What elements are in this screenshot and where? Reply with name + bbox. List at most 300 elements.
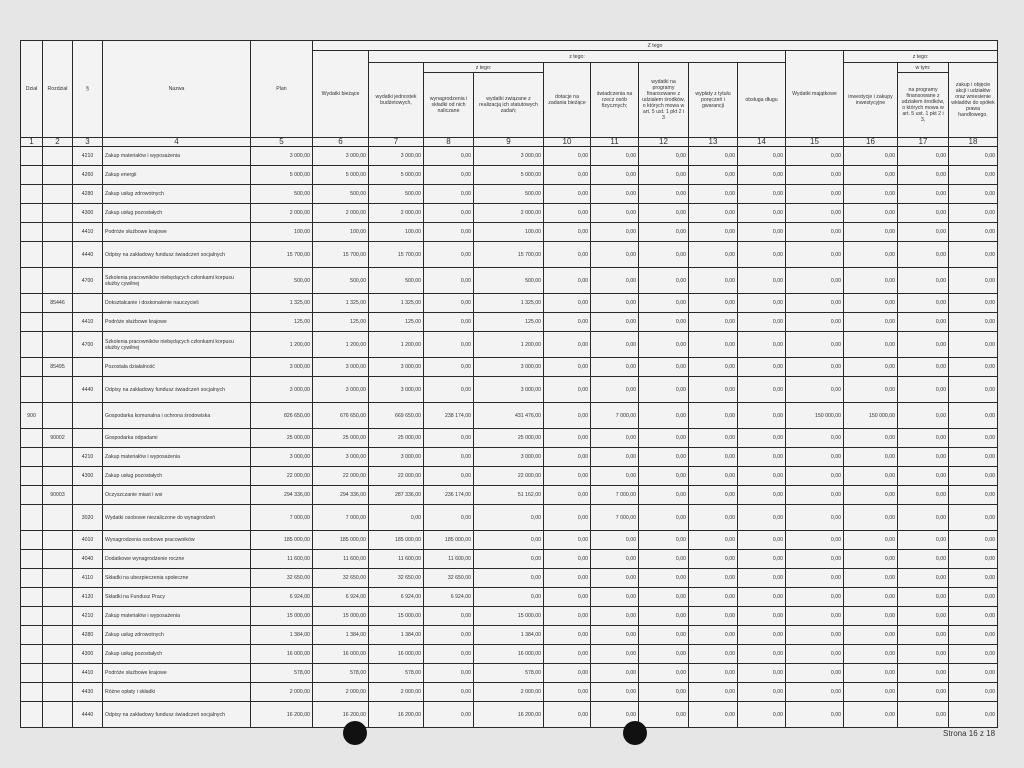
cell-akcje: 0,00 [949,204,998,223]
cell-wynagrodzenia: 0,00 [424,505,474,531]
cell-wydatki-jednostek: 15 000,00 [369,607,424,626]
cell-plan: 32 650,00 [251,569,313,588]
cell-rozdzial [43,645,73,664]
cell-wydatki-majatkowe: 0,00 [786,588,844,607]
cell-wynagrodzenia: 0,00 [424,664,474,683]
cell-akcje: 0,00 [949,313,998,332]
cell-poreczenia: 0,00 [689,588,738,607]
cell-obsluga-dlugu: 0,00 [738,607,786,626]
column-number: 17 [898,138,949,147]
cell-paragraf: 4280 [73,626,103,645]
cell-swiadczenia: 0,00 [591,448,639,467]
cell-dzial [21,242,43,268]
cell-dotacje: 0,00 [544,377,591,403]
cell-akcje: 0,00 [949,467,998,486]
cell-obsluga-dlugu: 0,00 [738,185,786,204]
cell-programy-majatkowe: 0,00 [898,147,949,166]
cell-wynagrodzenia: 0,00 [424,645,474,664]
cell-inwestycje: 0,00 [844,332,898,358]
column-number: 15 [786,138,844,147]
cell-dzial [21,486,43,505]
cell-dotacje: 0,00 [544,268,591,294]
cell-swiadczenia: 0,00 [591,569,639,588]
cell-swiadczenia: 0,00 [591,204,639,223]
cell-dzial [21,531,43,550]
cell-swiadczenia: 0,00 [591,664,639,683]
cell-wynagrodzenia: 238 174,00 [424,403,474,429]
cell-swiadczenia: 7 000,00 [591,403,639,429]
cell-programy-majatkowe: 0,00 [898,268,949,294]
cell-dotacje: 0,00 [544,313,591,332]
header-wydatki-jednostek: wydatki jednostek budżetowych, [369,63,424,138]
cell-programy: 0,00 [639,550,689,569]
cell-paragraf: 3020 [73,505,103,531]
table-row [21,664,998,683]
cell-poreczenia: 0,00 [689,486,738,505]
cell-dzial [21,294,43,313]
cell-swiadczenia: 0,00 [591,185,639,204]
cell-programy-majatkowe: 0,00 [898,185,949,204]
cell-obsluga-dlugu: 0,00 [738,588,786,607]
cell-wydatki-majatkowe: 0,00 [786,358,844,377]
cell-plan: 15 000,00 [251,607,313,626]
cell-nazwa: Odpisy na zakładowy fundusz świadczeń socjalnych [103,702,251,728]
cell-dzial [21,664,43,683]
cell-paragraf: 4210 [73,147,103,166]
cell-dotacje: 0,00 [544,358,591,377]
cell-nazwa: Podróże służbowe krajowe [103,223,251,242]
cell-rozdzial [43,550,73,569]
table-row [21,702,998,728]
cell-wydatki-statutowe: 0,00 [474,569,544,588]
cell-nazwa: Wynagrodzenia osobowe pracowników [103,531,251,550]
cell-dzial [21,185,43,204]
cell-rozdzial [43,377,73,403]
cell-dotacje: 0,00 [544,242,591,268]
cell-swiadczenia: 0,00 [591,332,639,358]
cell-wydatki-biezace: 100,00 [313,223,369,242]
cell-rozdzial [43,505,73,531]
cell-plan: 826 650,00 [251,403,313,429]
cell-paragraf: 4410 [73,664,103,683]
cell-inwestycje: 0,00 [844,429,898,448]
cell-wydatki-majatkowe: 0,00 [786,683,844,702]
cell-wydatki-statutowe: 0,00 [474,505,544,531]
column-number: 8 [424,138,474,147]
cell-wydatki-majatkowe: 0,00 [786,486,844,505]
cell-obsluga-dlugu: 0,00 [738,294,786,313]
cell-swiadczenia: 0,00 [591,313,639,332]
cell-wydatki-jednostek: 15 700,00 [369,242,424,268]
column-number: 9 [474,138,544,147]
cell-wydatki-jednostek: 11 600,00 [369,550,424,569]
cell-dzial [21,332,43,358]
cell-dzial [21,550,43,569]
cell-dzial [21,313,43,332]
cell-akcje: 0,00 [949,242,998,268]
cell-programy-majatkowe: 0,00 [898,223,949,242]
header-akcje: zakup i objęcie akcji i udziałów oraz wniesienie wkładów do spółek prawa handlowego. [949,63,998,138]
cell-dotacje: 0,00 [544,185,591,204]
cell-dotacje: 0,00 [544,204,591,223]
cell-swiadczenia: 0,00 [591,223,639,242]
cell-wydatki-statutowe: 25 000,00 [474,429,544,448]
cell-programy-majatkowe: 0,00 [898,645,949,664]
cell-swiadczenia: 0,00 [591,626,639,645]
cell-nazwa: Zakup usług pozostałych [103,645,251,664]
cell-dzial [21,645,43,664]
cell-obsluga-dlugu: 0,00 [738,569,786,588]
table-row [21,403,998,429]
cell-wydatki-jednostek: 287 336,00 [369,486,424,505]
cell-inwestycje: 0,00 [844,166,898,185]
cell-paragraf: 4300 [73,204,103,223]
cell-swiadczenia: 7 000,00 [591,486,639,505]
cell-dotacje: 0,00 [544,448,591,467]
cell-wydatki-statutowe: 15 000,00 [474,607,544,626]
cell-plan: 15 700,00 [251,242,313,268]
cell-poreczenia: 0,00 [689,358,738,377]
cell-dzial [21,569,43,588]
cell-dotacje: 0,00 [544,467,591,486]
cell-wydatki-statutowe: 3 000,00 [474,147,544,166]
cell-rozdzial: 90003 [43,486,73,505]
cell-paragraf: 4110 [73,569,103,588]
cell-plan: 125,00 [251,313,313,332]
cell-programy: 0,00 [639,294,689,313]
cell-programy: 0,00 [639,185,689,204]
cell-wynagrodzenia: 236 174,00 [424,486,474,505]
cell-dotacje: 0,00 [544,332,591,358]
column-number: 3 [73,138,103,147]
cell-wydatki-statutowe: 578,00 [474,664,544,683]
cell-akcje: 0,00 [949,569,998,588]
table-row [21,448,998,467]
table-row [21,204,998,223]
cell-akcje: 0,00 [949,294,998,313]
cell-swiadczenia: 0,00 [591,702,639,728]
cell-nazwa: Zakup usług pozostałych [103,467,251,486]
cell-dotacje: 0,00 [544,588,591,607]
cell-akcje: 0,00 [949,403,998,429]
cell-swiadczenia: 7 000,00 [591,505,639,531]
table-row [21,185,998,204]
cell-paragraf: 4260 [73,166,103,185]
cell-wydatki-majatkowe: 0,00 [786,313,844,332]
cell-nazwa: Wydatki osobowe niezaliczone do wynagrodzeń [103,505,251,531]
cell-poreczenia: 0,00 [689,403,738,429]
cell-obsluga-dlugu: 0,00 [738,505,786,531]
cell-rozdzial [43,531,73,550]
cell-poreczenia: 0,00 [689,645,738,664]
table-row [21,332,998,358]
cell-obsluga-dlugu: 0,00 [738,448,786,467]
table-row [21,645,998,664]
cell-wydatki-majatkowe: 150 000,00 [786,403,844,429]
cell-wydatki-statutowe: 3 000,00 [474,377,544,403]
cell-wydatki-majatkowe: 0,00 [786,185,844,204]
cell-plan: 185 000,00 [251,531,313,550]
cell-inwestycje: 0,00 [844,294,898,313]
cell-swiadczenia: 0,00 [591,607,639,626]
cell-plan: 16 000,00 [251,645,313,664]
cell-paragraf: 4280 [73,185,103,204]
cell-wydatki-jednostek: 578,00 [369,664,424,683]
cell-programy-majatkowe: 0,00 [898,531,949,550]
cell-paragraf [73,403,103,429]
cell-nazwa: Szkolenia pracowników niebędących członkami korpusu służby cywilnej [103,332,251,358]
cell-paragraf: 4210 [73,448,103,467]
cell-rozdzial [43,268,73,294]
cell-programy: 0,00 [639,313,689,332]
column-number: 4 [103,138,251,147]
cell-wydatki-statutowe: 16 200,00 [474,702,544,728]
cell-plan: 6 924,00 [251,588,313,607]
cell-programy: 0,00 [639,377,689,403]
cell-programy: 0,00 [639,358,689,377]
cell-poreczenia: 0,00 [689,313,738,332]
cell-programy: 0,00 [639,645,689,664]
cell-swiadczenia: 0,00 [591,550,639,569]
table-row [21,607,998,626]
table-header [21,41,998,147]
table-row [21,467,998,486]
cell-wydatki-jednostek: 500,00 [369,268,424,294]
cell-wydatki-statutowe: 1 325,00 [474,294,544,313]
table-row [21,486,998,505]
cell-programy: 0,00 [639,242,689,268]
header-programy-majatkowe: na programy finansowane z udziałem środków, o których mowa w art. 5 ust. 1 pkt 2 i 3, [898,73,949,138]
header-plan: Plan [251,41,313,138]
cell-wydatki-majatkowe: 0,00 [786,166,844,185]
column-number: 10 [544,138,591,147]
cell-wydatki-majatkowe: 0,00 [786,702,844,728]
cell-wydatki-biezace: 22 000,00 [313,467,369,486]
cell-poreczenia: 0,00 [689,147,738,166]
cell-dotacje: 0,00 [544,294,591,313]
cell-inwestycje: 0,00 [844,505,898,531]
cell-obsluga-dlugu: 0,00 [738,403,786,429]
cell-dzial [21,147,43,166]
cell-obsluga-dlugu: 0,00 [738,242,786,268]
cell-wydatki-statutowe: 0,00 [474,531,544,550]
cell-programy-majatkowe: 0,00 [898,702,949,728]
cell-dzial [21,429,43,448]
cell-akcje: 0,00 [949,268,998,294]
cell-wydatki-jednostek: 2 000,00 [369,683,424,702]
cell-dotacje: 0,00 [544,645,591,664]
cell-nazwa: Szkolenia pracowników niebędących członkami korpusu służby cywilnej [103,268,251,294]
cell-programy-majatkowe: 0,00 [898,313,949,332]
cell-akcje: 0,00 [949,147,998,166]
cell-wynagrodzenia: 185 000,00 [424,531,474,550]
cell-programy-majatkowe: 0,00 [898,664,949,683]
cell-wynagrodzenia: 0,00 [424,683,474,702]
cell-dzial [21,166,43,185]
cell-dzial [21,268,43,294]
cell-rozdzial [43,702,73,728]
table-row [21,223,998,242]
cell-swiadczenia: 0,00 [591,683,639,702]
cell-programy-majatkowe: 0,00 [898,294,949,313]
cell-inwestycje: 0,00 [844,645,898,664]
cell-wydatki-majatkowe: 0,00 [786,607,844,626]
cell-wydatki-statutowe: 22 000,00 [474,467,544,486]
cell-wynagrodzenia: 0,00 [424,313,474,332]
cell-wydatki-statutowe: 125,00 [474,313,544,332]
cell-plan: 3 000,00 [251,147,313,166]
cell-wydatki-majatkowe: 0,00 [786,626,844,645]
cell-inwestycje: 0,00 [844,377,898,403]
cell-wydatki-biezace: 15 700,00 [313,242,369,268]
cell-poreczenia: 0,00 [689,429,738,448]
cell-dzial [21,505,43,531]
cell-programy: 0,00 [639,569,689,588]
cell-inwestycje: 0,00 [844,702,898,728]
cell-obsluga-dlugu: 0,00 [738,332,786,358]
cell-akcje: 0,00 [949,486,998,505]
cell-obsluga-dlugu: 0,00 [738,626,786,645]
cell-obsluga-dlugu: 0,00 [738,377,786,403]
cell-wydatki-jednostek: 669 650,00 [369,403,424,429]
cell-plan: 22 000,00 [251,467,313,486]
table-row [21,166,998,185]
cell-wynagrodzenia: 0,00 [424,223,474,242]
cell-rozdzial [43,403,73,429]
cell-programy: 0,00 [639,664,689,683]
cell-plan: 3 000,00 [251,448,313,467]
cell-wynagrodzenia: 11 600,00 [424,550,474,569]
cell-swiadczenia: 0,00 [591,294,639,313]
cell-wydatki-jednostek: 3 000,00 [369,377,424,403]
cell-inwestycje: 0,00 [844,664,898,683]
cell-wydatki-jednostek: 1 384,00 [369,626,424,645]
cell-paragraf: 4440 [73,242,103,268]
column-number: 1 [21,138,43,147]
cell-rozdzial [43,448,73,467]
cell-programy: 0,00 [639,332,689,358]
header-z-tego-main: Z tego [313,41,998,51]
cell-paragraf: 4210 [73,607,103,626]
cell-programy: 0,00 [639,486,689,505]
cell-dzial [21,467,43,486]
cell-wydatki-statutowe: 500,00 [474,185,544,204]
cell-programy: 0,00 [639,467,689,486]
column-number: 7 [369,138,424,147]
cell-wydatki-majatkowe: 0,00 [786,268,844,294]
header-w-tym: w tym: [898,63,949,73]
cell-obsluga-dlugu: 0,00 [738,486,786,505]
cell-wydatki-biezace: 11 600,00 [313,550,369,569]
cell-inwestycje: 0,00 [844,569,898,588]
cell-rozdzial [43,664,73,683]
cell-wynagrodzenia: 0,00 [424,332,474,358]
cell-wydatki-jednostek: 3 000,00 [369,147,424,166]
cell-rozdzial [43,332,73,358]
cell-inwestycje: 0,00 [844,147,898,166]
cell-dzial [21,588,43,607]
cell-rozdzial [43,185,73,204]
cell-rozdzial [43,147,73,166]
cell-inwestycje: 0,00 [844,626,898,645]
cell-wydatki-statutowe: 3 000,00 [474,358,544,377]
cell-dotacje: 0,00 [544,505,591,531]
cell-wydatki-biezace: 25 000,00 [313,429,369,448]
cell-nazwa: Podróże służbowe krajowe [103,313,251,332]
cell-rozdzial [43,588,73,607]
header-wynagrodzenia: wynagrodzenia i składki od nich naliczane [424,73,474,138]
cell-wynagrodzenia: 0,00 [424,702,474,728]
cell-poreczenia: 0,00 [689,626,738,645]
cell-paragraf: 4700 [73,332,103,358]
cell-dotacje: 0,00 [544,486,591,505]
column-number: 18 [949,138,998,147]
cell-programy-majatkowe: 0,00 [898,166,949,185]
cell-paragraf: 4300 [73,467,103,486]
cell-dzial [21,607,43,626]
cell-swiadczenia: 0,00 [591,645,639,664]
cell-dotacje: 0,00 [544,550,591,569]
cell-wydatki-biezace: 7 000,00 [313,505,369,531]
cell-obsluga-dlugu: 0,00 [738,223,786,242]
cell-dotacje: 0,00 [544,664,591,683]
cell-wydatki-majatkowe: 0,00 [786,429,844,448]
cell-wydatki-jednostek: 185 000,00 [369,531,424,550]
header-z-tego-jednostek: z tego: [424,63,544,73]
cell-akcje: 0,00 [949,626,998,645]
cell-inwestycje: 0,00 [844,467,898,486]
header-z-tego-majatkowe: z tego: [844,51,998,63]
cell-programy: 0,00 [639,505,689,531]
cell-nazwa: Odpisy na zakładowy fundusz świadczeń socjalnych [103,377,251,403]
cell-programy: 0,00 [639,223,689,242]
cell-wydatki-jednostek: 3 000,00 [369,358,424,377]
cell-akcje: 0,00 [949,166,998,185]
cell-dzial [21,377,43,403]
cell-inwestycje: 0,00 [844,313,898,332]
cell-plan: 1 384,00 [251,626,313,645]
cell-wydatki-statutowe: 0,00 [474,588,544,607]
cell-poreczenia: 0,00 [689,223,738,242]
cell-nazwa: Odpisy na zakładowy fundusz świadczeń socjalnych [103,242,251,268]
cell-poreczenia: 0,00 [689,505,738,531]
cell-plan: 11 600,00 [251,550,313,569]
cell-programy: 0,00 [639,626,689,645]
cell-wynagrodzenia: 0,00 [424,377,474,403]
cell-obsluga-dlugu: 0,00 [738,645,786,664]
column-number: 5 [251,138,313,147]
cell-wynagrodzenia: 0,00 [424,166,474,185]
cell-programy-majatkowe: 0,00 [898,332,949,358]
cell-paragraf: 4410 [73,313,103,332]
cell-obsluga-dlugu: 0,00 [738,683,786,702]
cell-rozdzial: 85495 [43,358,73,377]
table-row [21,377,998,403]
cell-wydatki-statutowe: 3 000,00 [474,448,544,467]
header-programy: wydatki na programy finansowane z udziałem środków, o których mowa w art. 5 ust. 1 pkt 2 i 3 [639,63,689,138]
cell-wydatki-jednostek: 500,00 [369,185,424,204]
cell-obsluga-dlugu: 0,00 [738,467,786,486]
table-row [21,358,998,377]
cell-inwestycje: 0,00 [844,531,898,550]
cell-rozdzial: 85446 [43,294,73,313]
header-dzial: Dział [21,41,43,138]
header-inwestycje: inwestycje i zakupy inwestycyjne [844,63,898,138]
cell-programy: 0,00 [639,588,689,607]
cell-programy-majatkowe: 0,00 [898,626,949,645]
cell-swiadczenia: 0,00 [591,147,639,166]
cell-wydatki-majatkowe: 0,00 [786,505,844,531]
